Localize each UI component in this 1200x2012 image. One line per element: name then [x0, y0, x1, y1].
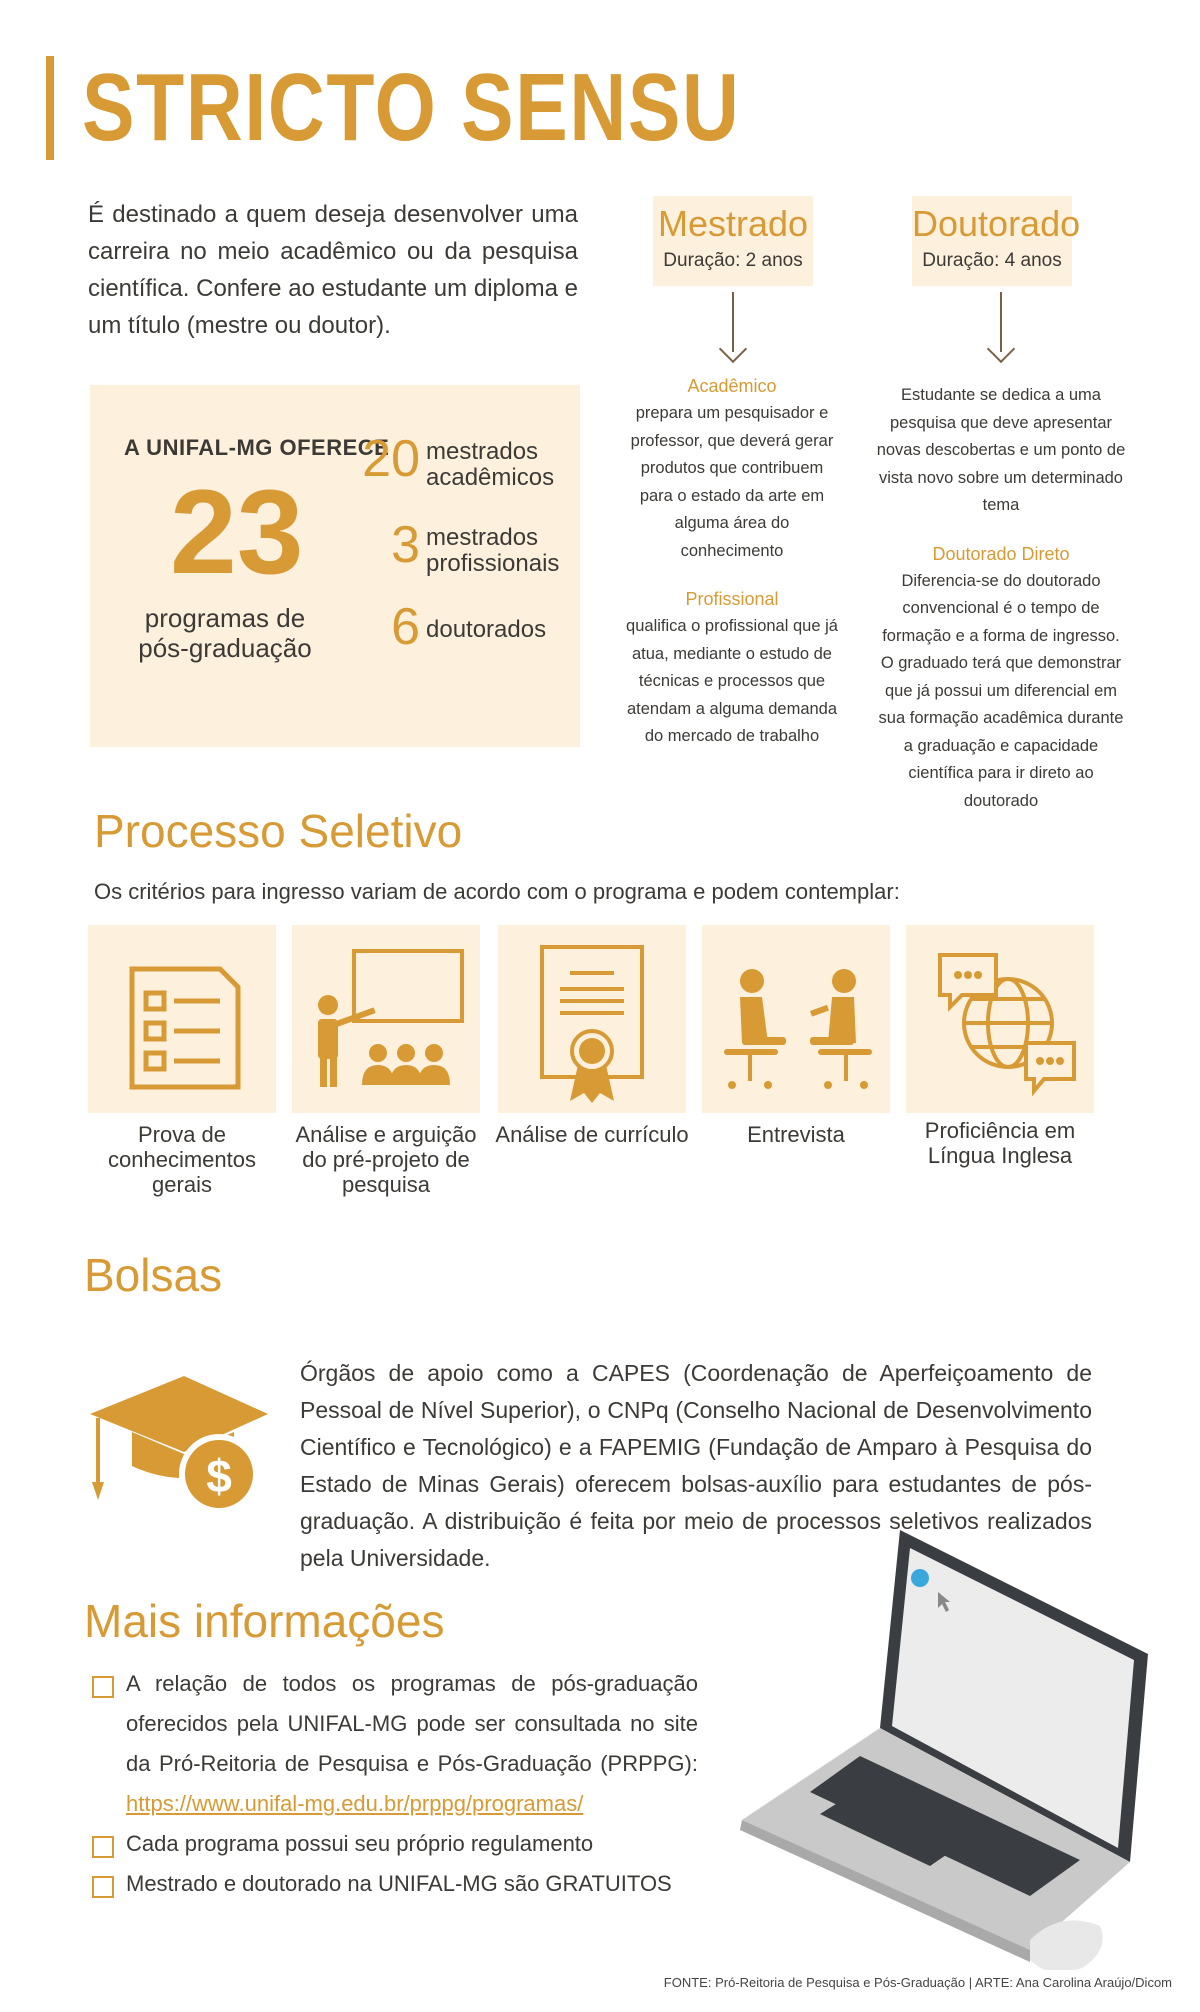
criterion-card — [292, 925, 480, 1113]
title-accent-bar — [46, 56, 54, 160]
offer-total: 23 — [170, 465, 304, 599]
offer-total-label: programas de pós-graduação — [138, 603, 312, 663]
academico-title: Acadêmico — [687, 376, 777, 396]
arrow-head-icon — [719, 335, 747, 363]
doutorado-title: Doutorado — [912, 203, 1081, 244]
mais-title: Mais informações — [84, 1595, 445, 1647]
bolsas-title: Bolsas — [84, 1249, 223, 1301]
offer-heading: A UNIFAL-MG OFERECE — [124, 435, 390, 460]
criterion-label: Análise de currículo — [495, 1122, 689, 1147]
doutorado-details — [876, 382, 1126, 815]
checkbox-icon — [92, 1836, 114, 1858]
doutorado-duration: Duração: 4 anos — [922, 250, 1062, 271]
doutorado-box — [912, 196, 1081, 286]
mestrado-duration: Duração: 2 anos — [663, 250, 803, 271]
footer-credits: FONTE: Pró-Reitoria de Pesquisa e Pós-Graduação | ARTE: Ana Carolina Araújo/Dicom — [663, 1975, 1172, 1990]
offer-panel — [90, 385, 580, 747]
interview-icon — [702, 925, 890, 1113]
stat-number: 20 — [362, 430, 420, 488]
checkbox-icon — [92, 1876, 114, 1898]
info-item-text: A relação de todos os programas de pós-graduação oferecidos pela UNIFAL-MG pode ser consultada no site da Pró-Reitoria de Pesquisa e Pós-Graduação (PRPPG): — [126, 1671, 698, 1776]
globe-chat-icon — [906, 925, 1094, 1113]
info-item: Mestrado e doutorado na UNIFAL-MG são GRATUITOS — [126, 1871, 672, 1896]
stat-label — [426, 617, 546, 643]
intro-text: É destinado a quem deseja desenvolver uma carreira no meio acadêmico ou da pesquisa científica. Confere ao estudante um diploma e um título (mestre ou doutor). — [88, 201, 578, 339]
checklist-icon — [88, 925, 276, 1113]
mestrado-title: Mestrado — [657, 203, 809, 244]
checkbox-icon — [92, 1676, 114, 1698]
stat-label — [426, 439, 554, 491]
arrow-head-icon — [987, 335, 1015, 363]
laptop-illustration — [730, 1530, 1150, 1970]
criterion-label: Análise e arguição do pré-projeto de pesquisa — [295, 1122, 477, 1197]
criterion-label: Prova de conhecimentos gerais — [108, 1122, 256, 1197]
profissional-title: Profissional — [685, 589, 779, 609]
doutorado-text: Estudante se dedica a uma pesquisa que deve apresentar novas descobertas e um ponto de vista novo sobre um determinado tema — [876, 386, 1126, 514]
stat-label-line: acadêmicos — [426, 464, 555, 491]
stat-label-line: profissionais — [426, 550, 560, 577]
doutorado-direto-text: Diferencia-se do doutorado convencional é o tempo de formação e a forma de ingresso. O graduado terá que demonstrar que já possui um diferencial em sua formação acadêmica durante a graduação e capacidade científica para ir direto ao doutorado — [878, 571, 1124, 810]
academico-text: prepara um pesquisador e professor, que deverá gerar produtos que contribuem para o estado da arte em alguma área do conhecimento — [630, 404, 834, 560]
criterion-label: Proficiência em Língua Inglesa — [924, 1118, 1076, 1168]
stat-number: 6 — [391, 598, 420, 656]
page-title: STRICTO SENSU — [82, 54, 741, 161]
bolsas-text: Órgãos de apoio como a CAPES (Coordenação de Aperfeiçoamento de Pessoal de Nível Superior), o CNPq (Conselho Nacional de Desenvolvimento Científico e Tecnológico) e a FAPEMIG (Fundação de Amparo à Pesquisa do Estado de Minas Gerais) oferecem bolsas-auxílio para estudantes de pós-graduação. A distribuição é feita por meio de processos seletivos realizados pela Universidade. — [300, 1360, 1092, 1571]
mestrado-details — [622, 372, 842, 751]
profissional-text: qualifica o profissional que já atua, mediante o estudo de técnicas e processos que atendam a alguma demanda do mercado de trabalho — [626, 617, 838, 745]
criterion-label: Entrevista — [747, 1122, 845, 1147]
graduation-cap-money-icon — [84, 1370, 274, 1520]
stat-number: 3 — [391, 516, 420, 574]
presentation-icon — [292, 925, 480, 1113]
svg-text:$: $ — [206, 1450, 232, 1502]
stat-label — [426, 525, 559, 577]
criterion-card — [702, 925, 890, 1113]
info-item — [126, 1664, 698, 1824]
stat-label-line: mestrados — [426, 524, 539, 551]
processo-title: Processo Seletivo — [94, 805, 463, 857]
stat-label-line: doutorados — [426, 616, 547, 643]
processo-lead: Os critérios para ingresso variam de acordo com o programa e podem contemplar: — [94, 879, 900, 904]
doutorado-direto-title: Doutorado Direto — [932, 543, 1070, 564]
certificate-icon — [498, 925, 686, 1113]
criterion-card — [88, 925, 276, 1113]
programas-link[interactable]: https://www.unifal-mg.edu.br/prppg/programas/ — [126, 1791, 584, 1816]
stat-label-line: mestrados — [426, 438, 539, 465]
info-item: Cada programa possui seu próprio regulamento — [126, 1831, 594, 1856]
criterion-card — [498, 925, 686, 1113]
mestrado-box — [653, 196, 813, 286]
criterion-card — [906, 925, 1094, 1113]
